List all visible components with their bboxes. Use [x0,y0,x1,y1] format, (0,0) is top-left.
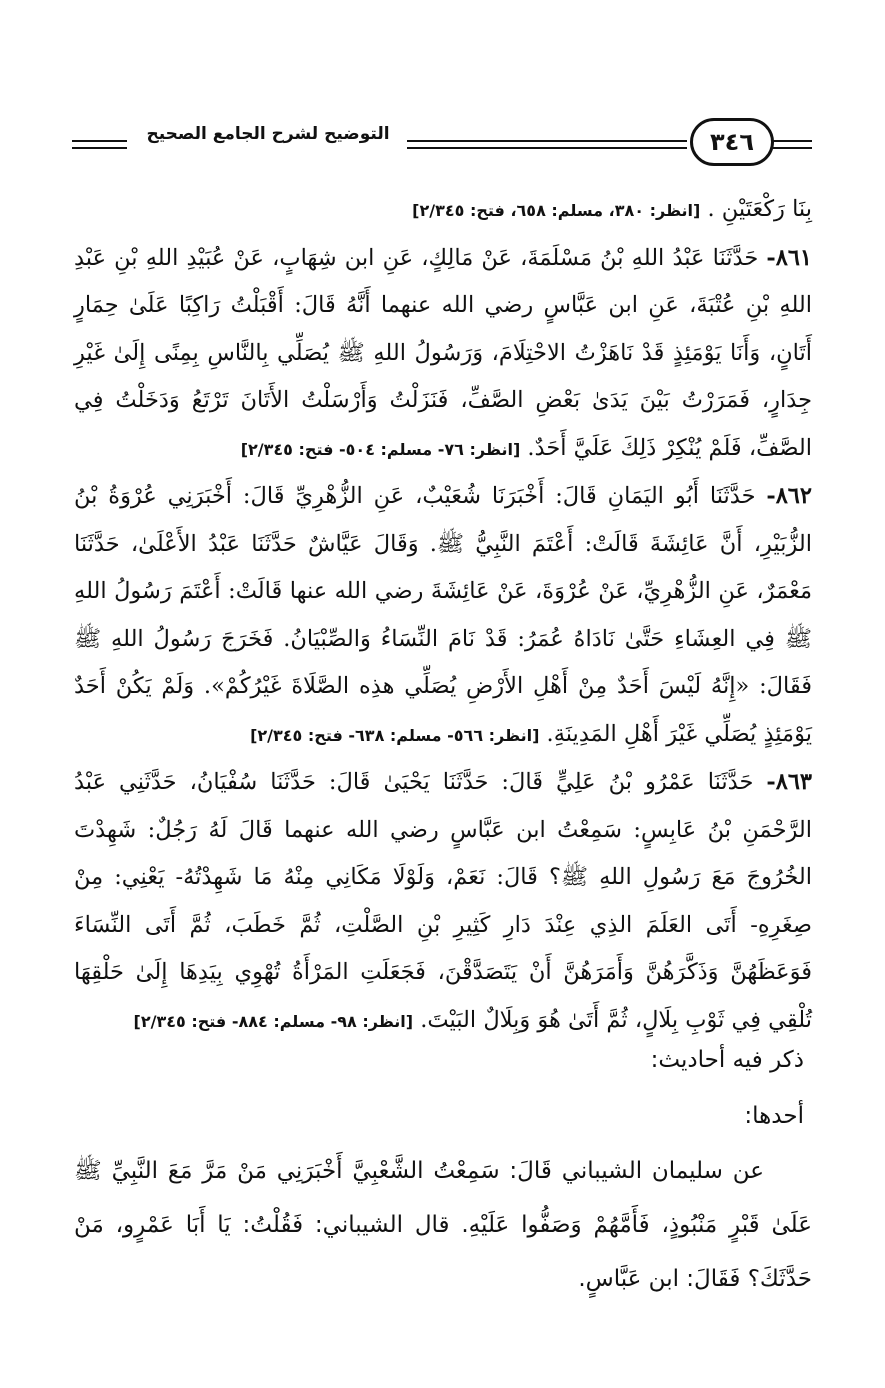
hadith-text-block [74,186,812,1045]
cross-reference: [انظر: ٣٨٠، مسلم: ٦٥٨، فتح: ٢/٣٤٥] [412,201,701,220]
cross-reference: [انظر: ٩٨- مسلم: ٨٨٤- فتح: ٢/٣٤٥] [133,1011,414,1031]
hadith-text: حَدَّثَنَا أَبُو اليَمَانِ قَالَ: أَخْبَرَنَا شُعَيْبٌ، عَنِ الزُّهْرِيِّ قَالَ: أَخْبَرَنِي عُرْوَةُ بْنُ الزُّبَيْرِ، أَنَّ عَائِشَةَ قَالَتْ: أَعْتَمَ النَّبِيُّ ﷺ. وَقَالَ عَيَّاشٌ حَدَّثَنَا عَبْدُ الأَعْلَىٰ، حَدَّثَنَا مَعْمَرٌ، عَنِ الزُّهْرِيِّ، عَنْ عُرْوَةَ، عَنْ عَائِشَةَ رضي الله عنها قَالَتْ: أَعْتَمَ رَسُولُ اللهِ ﷺ فِي العِشَاءِ حَتَّىٰ نَادَاهُ عُمَرُ: قَدْ نَامَ النِّسَاءُ وَالصِّبْيَانُ. فَخَرَجَ رَسُولُ اللهِ ﷺ فَقَالَ: «إِنَّهُ لَيْسَ أَحَدٌ مِنْ أَهْلِ الأَرْضِ يُصَلِّي هذِه الصَّلَاةَ غَيْرُكُمْ». وَلَمْ يَكُنْ أَحَدٌ يَوْمَئِذٍ يُصَلِّي غَيْرَ أَهْلِ المَدِينَةِ. [74,483,812,747]
hadith-number: ٨٦٢- [766,483,812,509]
cross-reference: [انظر: ٧٦- مسلم: ٥٠٤- فتح: ٢/٣٤٥] [240,439,521,459]
paragraph-text: بِنَا رَكْعَتَيْنِ . [707,196,812,222]
commentary-intro: ذكر فيه أحاديث: [650,1047,804,1073]
commentary-narration: عن سليمان الشيباني قَالَ: سَمِعْتُ الشَّعْبِيَّ أَخْبَرَنِي مَنْ مَرَّ مَعَ النَّبِيِّ ﷺ عَلَىٰ قَبْرٍ مَنْبُوذٍ، فَأَمَّهُمْ وَصَفُّوا عَلَيْهِ. قال الشيباني: فَقُلْتُ: يَا أَبَا عَمْرٍو، مَنْ حَدَّثَكَ؟ فَقَالَ: ابن عَبَّاسٍ. [74,1158,812,1292]
header-rule-left [72,140,127,149]
paragraph-continuation [74,186,812,235]
hadith-text: حَدَّثَنَا عَبْدُ اللهِ بْنُ مَسْلَمَةَ، عَنْ مَالِكٍ، عَنِ ابن شِهَابٍ، عَنْ عُبَيْدِ اللهِ بْنِ عَبْدِ اللهِ بْنِ عُتْبَةَ، عَنِ ابن عَبَّاسٍ رضي الله عنهما أَنَّهُ قَالَ: أَقْبَلْتُ رَاكِبًا عَلَىٰ حِمَارٍ أَتَانٍ، وَأَنَا يَوْمَئِذٍ قَدْ نَاهَزْتُ الاحْتِلَامَ، وَرَسُولُ اللهِ ﷺ يُصَلِّي بِالنَّاسِ بِمِنًى إِلَىٰ غَيْرِ جِدَارٍ، فَمَرَرْتُ بَيْنَ يَدَىٰ بَعْضِ الصَّفِّ، فَنَزَلْتُ وَأَرْسَلْتُ الأَتَانَ تَرْتَعُ وَدَخَلْتُ فِي الصَّفِّ، فَلَمْ يُنْكِرْ ذَلِكَ عَلَيَّ أَحَدٌ. [74,244,812,461]
page-number: ٣٤٦ [690,118,774,166]
page-header [72,118,812,174]
commentary-first-heading: أحدها: [744,1103,804,1129]
hadith-number: ٨٦١- [766,244,813,271]
cross-reference: [انظر: ٥٦٦- مسلم: ٦٣٨- فتح: ٢/٣٤٥] [250,725,540,745]
hadith-862 [74,473,812,759]
hadith-863 [74,759,812,1045]
header-rule-right [772,140,812,149]
running-title: التوضيح لشرح الجامع الصحيح [146,124,390,144]
commentary-block [74,1032,812,1306]
hadith-number: ٨٦٣- [766,769,812,795]
header-rule-middle [407,140,687,149]
hadith-text: حَدَّثَنَا عَمْرُو بْنُ عَلِيٍّ قَالَ: حَدَّثَنَا يَحْيَىٰ قَالَ: حَدَّثَنَا سُفْيَانُ، حَدَّثَنِي عَبْدُ الرَّحْمَنِ بْنُ عَابِسٍ: سَمِعْتُ ابن عَبَّاسٍ رضي الله عنهما قَالَ لَهُ رَجُلٌ: شَهِدْتَ الخُرُوجَ مَعَ رَسُولِ اللهِ ﷺ؟ قَالَ: نَعَمْ، وَلَوْلَا مَكَانِي مِنْهُ مَا شَهِدْتُهُ- يَعْنِي: مِنْ صِغَرِهِ- أَتَى العَلَمَ الذِي عِنْدَ دَارِ كَثِيرِ بْنِ الصَّلْتِ، ثُمَّ خَطَبَ، ثُمَّ أَتَى النِّسَاءَ فَوَعَظَهُنَّ وَذَكَّرَهُنَّ وَأَمَرَهُنَّ أَنْ يَتَصَدَّقْنَ، فَجَعَلَتِ المَرْأَةُ تُهْوِي بِيَدِهَا إِلَىٰ حَلْقِهَا تُلْقِي فِي ثَوْبِ بِلَالٍ، ثُمَّ أَتَىٰ هُوَ وَبِلَالٌ البَيْتَ. [74,769,812,1033]
hadith-861 [74,235,812,474]
